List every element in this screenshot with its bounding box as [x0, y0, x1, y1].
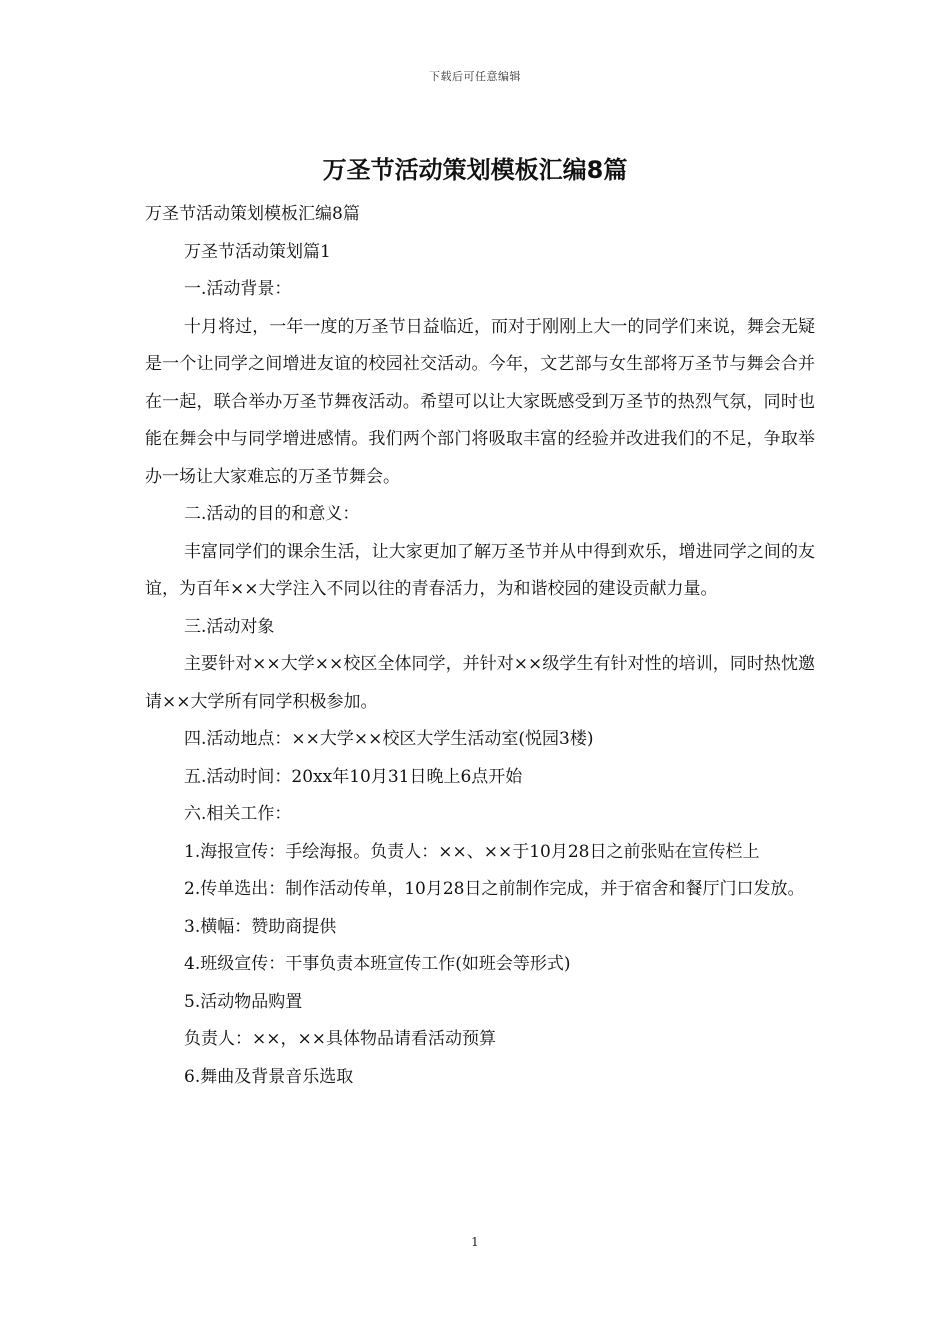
paragraph: 十月将过，一年一度的万圣节日益临近，而对于刚刚上大一的同学们来说，舞会无疑是一个让同学之间增进友谊的校园社交活动。今年，文艺部与女生部将万圣节与舞会合并在一起，联合举办万圣节舞夜活动。希望可以让大家既感受到万圣节的热烈气氛，同时也能在舞会中与同学增进感情。我们两个部门将吸取丰富的经验并改进我们的不足，争取举办一场让大家难忘的万圣节舞会。: [145, 316, 815, 487]
section-heading: 四.活动地点：××大学××校区大学生活动室(悦园3楼): [184, 729, 594, 749]
section-heading: 一.活动背景：: [184, 279, 292, 299]
list-item: 5.活动物品购置: [184, 991, 303, 1012]
section-heading: 二.活动的目的和意义：: [184, 504, 360, 524]
paragraph: 丰富同学们的课余生活，让大家更加了解万圣节并从中得到欢乐，增进同学之间的友谊，为百年××大学注入不同以往的青春活力，为和谐校园的建设贡献力量。: [145, 541, 815, 599]
paragraph: 负责人：××，××具体物品请看活动预算: [184, 1029, 496, 1049]
page-number: 1: [471, 1235, 479, 1249]
list-item: 1.海报宣传：手绘海报。负责人：××、××于10月28日之前张贴在宣传栏上: [184, 841, 760, 862]
section-heading: 六.相关工作：: [184, 804, 292, 824]
list-item: 3.横幅：赞助商提供: [184, 916, 337, 937]
list-item: 6.舞曲及背景音乐选取: [184, 1066, 354, 1087]
header-note: 下载后可任意编辑: [429, 70, 521, 83]
paragraph: 主要针对××大学××校区全体同学，并针对××级学生有针对性的培训，同时热忱邀请××大学所有同学积极参加。: [145, 654, 815, 712]
list-item: 2.传单选出：制作活动传单，10月28日之前制作完成，并于宿舍和餐厅门口发放。: [184, 879, 805, 899]
section-heading: 五.活动时间：20xx年10月31日晚上6点开始: [184, 766, 523, 787]
paragraph: 万圣节活动策划篇1: [184, 241, 331, 262]
list-item: 4.班级宣传：干事负责本班宣传工作(如班会等形式): [184, 954, 571, 974]
document-title: 万圣节活动策划模板汇编8篇: [322, 156, 628, 184]
document-body: [145, 196, 815, 1096]
paragraph: 万圣节活动策划模板汇编8篇: [145, 204, 360, 224]
section-heading: 三.活动对象: [184, 616, 275, 637]
